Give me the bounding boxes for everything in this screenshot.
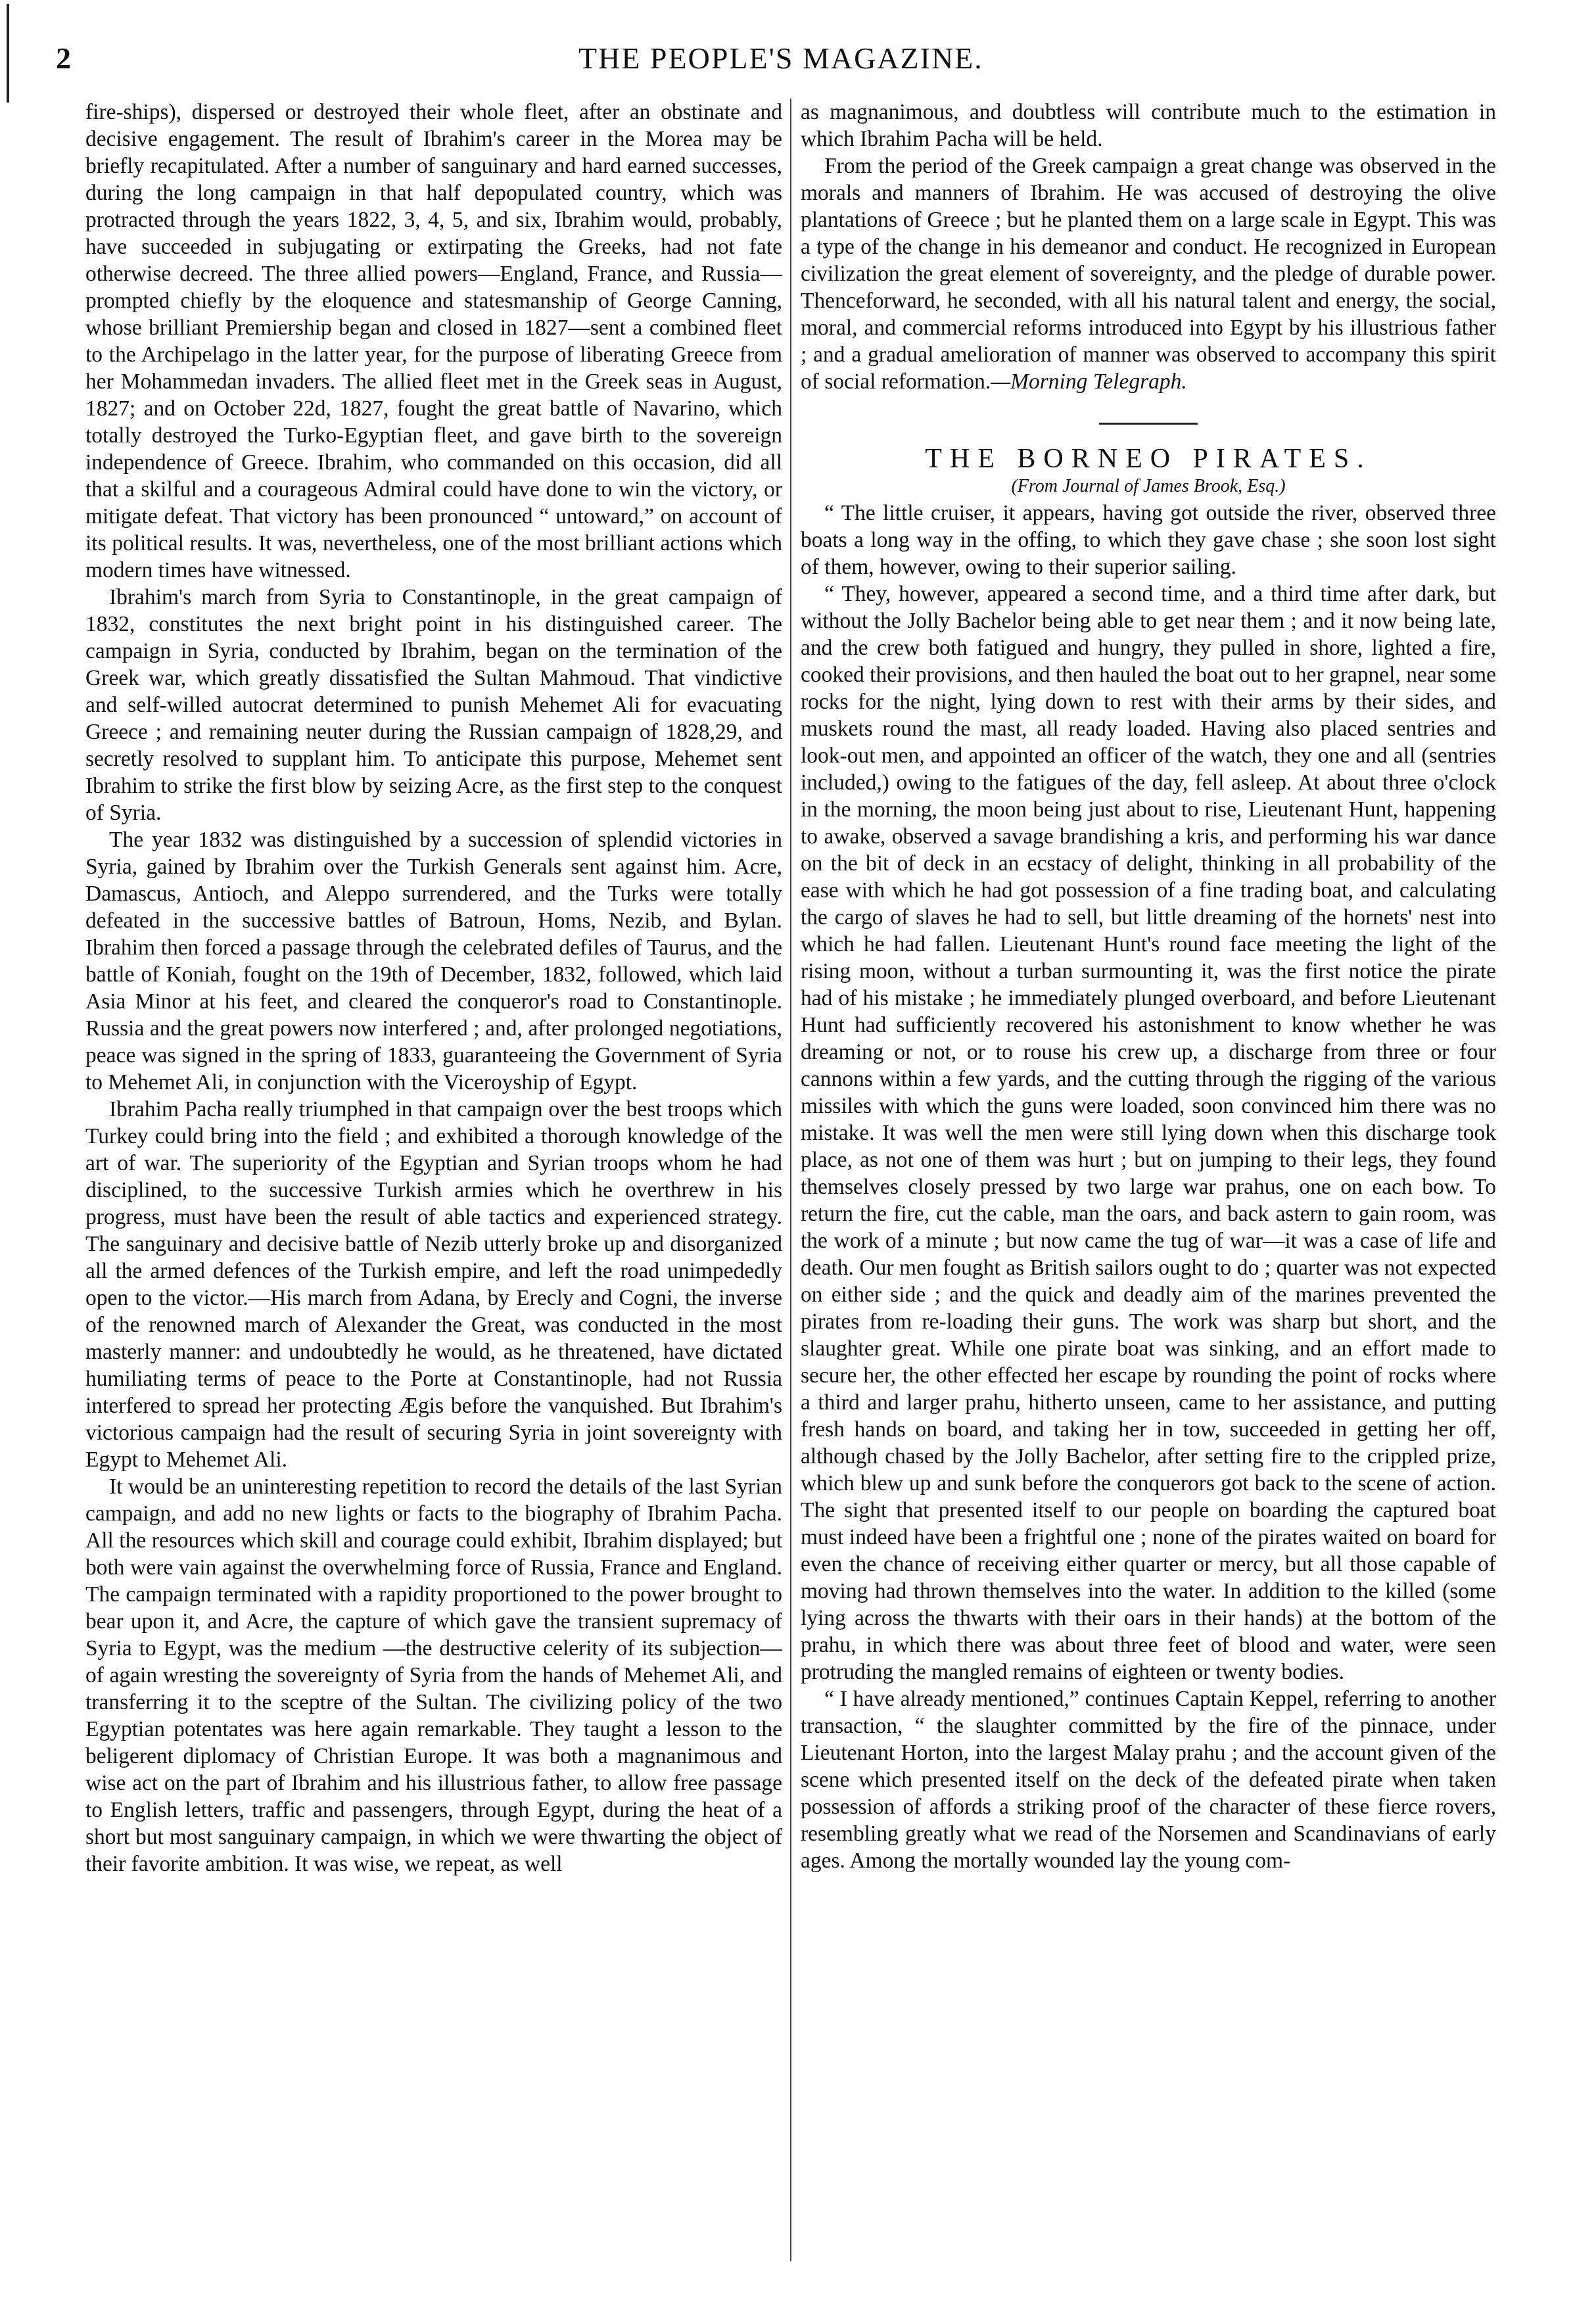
article-title: THE BORNEO PIRATES. <box>925 444 1372 474</box>
running-head: THE PEOPLE'S MAGAZINE. <box>578 41 983 75</box>
paragraph <box>801 153 1496 395</box>
section-rule <box>1099 423 1198 425</box>
article-source: (From Journal of James Brook, Esq.) <box>1011 476 1286 496</box>
paragraph: as magnanimous, and doubtless will contribute much to the estimation in which Ibrahim Pacha will be held. <box>801 100 1496 151</box>
column-divider <box>790 99 791 2261</box>
paragraph: The year 1832 was distinguished by a succession of splendid victories in Syria, gained by Ibrahim over the Turkish Generals sent against him. Acre, Damascus, Antioch, and Aleppo surrendered, and the Turks were totally defeated in the successive battles of Batroun, Homs, Nezib, and Bylan. Ibrahim then forced a passage through the celebrated defiles of Taurus, and the battle of Koniah, fought on the 19th of December, 1832, followed, which laid Asia Minor at his feet, and cleared the conqueror's road to Constantinople. Russia and the great powers now interfered ; and, after prolonged negotiations, peace was signed in the spring of 1833, guaranteeing the Government of Syria to Mehemet Ali, in conjunction with the Viceroyship of Egypt. <box>85 828 782 1095</box>
paragraph: “ The little cruiser, it appears, having got outside the river, observed three boats a long way in the offing, to which they gave chase ; she soon lost sight of them, however, owing to their superior sailing. <box>801 501 1496 579</box>
paragraph: “ I have already mentioned,” continues Captain Keppel, referring to another transaction, “ the slaughter committed by the fire of the pinnace, under Lieutenant Horton, into the largest Malay prahu ; and the account given of the scene which presented itself on the deck of the defeated pirate when taken possession of affords a striking proof of the character of these fierce rovers, resembling greatly what we read of the Norsemen and Scandinavians of early ages. Among the mortally wounded lay the young com- <box>801 1687 1496 1873</box>
page-number: 2 <box>56 41 71 75</box>
source-credit: —Morning Telegraph. <box>991 369 1187 394</box>
paragraph: Ibrahim Pacha really triumphed in that campaign over the best troops which Turkey could bring into the field ; and exhibited a thorough knowledge of the art of war. The superiority of the Egyptian and Syrian troops whom he had disciplined, to the successive Turkish armies which he overthrew in his progress, must have been the result of able tactics and experienced strategy. The sanguinary and decisive battle of Nezib utterly broke up and disorganized all the armed defences of the Turkish empire, and left the road unimpededly open to the victor.—His march from Adana, by Erecly and Cogni, the inverse of the renowned march of Alexander the Great, was conducted in the most masterly manner: and undoubtedly he would, as he threatened, have dictated humiliating terms of peace to the Porte at Constantinople, had not Russia interfered to spread her protecting Ægis before the vanquished. But Ibrahim's victorious campaign had the result of securing Syria in joint sovereignty with Egypt to Mehemet Ali. <box>85 1097 782 1472</box>
paragraph-text: From the period of the Greek campaign a great change was observed in the morals and manners of Ibrahim. He was accused of destroying the olive plantations of Greece ; but he planted them on a large scale in Egypt. This was a type of the change in his demeanor and conduct. He recognized in European civilization the great element of sovereignty, and the pledge of durable power. Thenceforward, he seconded, with all his natural talent and energy, the social, moral, and commercial reforms introduced into Egypt by his illustrious father ; and a gradual amelioration of manner was observed to accompany this spirit of social reformation. <box>801 154 1496 394</box>
right-column <box>801 99 1496 2281</box>
paragraph: It would be an uninteresting repetition to record the details of the last Syrian campaign, and add no new lights or facts to the biography of Ibrahim Pacha. All the resources which skill and courage could exhibit, Ibrahim displayed; but both were vain against the overwhelming force of Russia, France and England. The campaign terminated with a rapidity proportioned to the power brought to bear upon it, and Acre, the capture of which gave the transient supremacy of Syria to Egypt, was the medium —the destructive celerity of its subjection—of again wresting the sovereignty of Syria from the hands of Mehemet Ali, and transferring it to the sceptre of the Sultan. The civilizing policy of the two Egyptian potentates was here again remarkable. They taught a lesson to the beligerent diplomacy of Christian Europe. It was both a magnanimous and wise act on the part of Ibrahim and his illustrious father, to allow free passage to English letters, traffic and passengers, through Egypt, during the heat of a short but most sanguinary campaign, in which we were thwarting the object of their favorite ambition. It was wise, we repeat, as well <box>85 1474 782 1876</box>
paragraph: “ They, however, appeared a second time, and a third time after dark, but without the Jolly Bachelor being able to get near them ; and it now being late, and the crew both fatigued and hungry, they pulled in shore, lighted a fire, cooked their provisions, and then hauled the boat out to her grapnel, near some rocks for the night, lying down to rest with their arms by their sides, and muskets round the mast, all ready loaded. Having also placed sentries and look-out men, and appointed an officer of the watch, they one and all (sentries included,) owing to the fatigues of the day, fell asleep. At about three o'clock in the morning, the moon being just about to rise, Lieutenant Hunt, happening to awake, observed a savage brandishing a kris, and performing his war dance on the bit of deck in an ecstacy of delight, thinking in all probability of the ease with which he had got possession of a fine trading boat, and calculating the cargo of slaves he had to sell, but little dreaming of the hornets' nest into which he had fallen. Lieutenant Hunt's round face meeting the light of the rising moon, without a turban surmounting it, was the first notice the pirate had of his mistake ; he immediately plunged overboard, and before Lieutenant Hunt had sufficiently recovered his astonishment to know whether he was dreaming or not, or to rouse his crew up, a discharge from three or four cannons within a few yards, and the cutting through the rigging of the various missiles with which the guns were loaded, soon convinced him there was no mistake. It was well the men were still lying down when this discharge took place, as not one of them was hurt ; but on jumping to their legs, they found themselves closely pressed by two large war prahus, one on each bow. To return the fire, cut the cable, man the oars, and back astern to gain room, was the work of a minute ; but now came the tug of war—it was a case of life and death. Our men fought as British sailors ought to do ; quarter was not expected on either side ; and the quick and deadly aim of the marines prevented the pirates from re-loading their guns. The work was sharp but short, and the slaughter great. While one pirate boat was sinking, and an effort made to secure her, the other effected her escape by rounding the point of rocks where a third and larger prahu, hitherto unseen, came to her assistance, and putting fresh hands on board, and taking her in tow, succeeded in getting her off, although chased by the Jolly Bachelor, after setting fire to the crippled prize, which blew up and sunk before the conquerors got back to the scene of action. The sight that presented itself to our people on boarding the captured boat must indeed have been a frightful one ; none of the pirates waited on board for even the chance of receiving either quarter or mercy, but all those capable of moving had thrown themselves into the water. In addition to the killed (some lying across the thwarts with their oars in their hands) at the bottom of the prahu, in which there was about three feet of blood and water, were seen protruding the mangled remains of eighteen or twenty bodies. <box>801 582 1496 1684</box>
left-column <box>85 99 782 2281</box>
paragraph: Ibrahim's march from Syria to Constantinople, in the great campaign of 1832, constitutes the next bright point in his distinguished career. The campaign in Syria, conducted by Ibrahim, began on the termination of the Greek war, which greatly dissatisfied the Sultan Mahmoud. That vindictive and self-willed autocrat determined to punish Mehemet Ali for evacuating Greece ; and remaining neuter during the Russian campaign of 1828,29, and secretly resolved to supplant him. To anticipate this purpose, Mehemet sent Ibrahim to strike the first blow by seizing Acre, as the first step to the conquest of Syria. <box>85 585 782 825</box>
paragraph: fire-ships), dispersed or destroyed their whole fleet, after an obstinate and decisive engagement. The result of Ibrahim's career in the Morea may be briefly recapitulated. After a number of sanguinary and hard earned successes, during the long campaign in that half depopulated country, which was protracted through the years 1822, 3, 4, 5, and six, Ibrahim would, probably, have succeeded in subjugating or extirpating the Greeks, had not fate otherwise decreed. The three allied powers—England, France, and Russia—prompted chiefly by the eloquence and statesmanship of George Canning, whose brilliant Premiership began and closed in 1827—sent a combined fleet to the Archipelago in the latter year, for the purpose of liberating Greece from her Mohammedan invaders. The allied fleet met in the Greek seas in August, 1827; and on October 22d, 1827, fought the great battle of Navarino, which totally destroyed the Turko-Egyptian fleet, and gave birth to the sovereign independence of Greece. Ibrahim, who commanded on this occasion, did all that a skilful and a courageous Admiral could have done to win the victory, or mitigate defeat. That victory has been pronounced “ untoward,” on account of its political results. It was, nevertheless, one of the most brilliant actions which modern times have witnessed. <box>85 100 782 582</box>
margin-rule <box>7 4 9 103</box>
